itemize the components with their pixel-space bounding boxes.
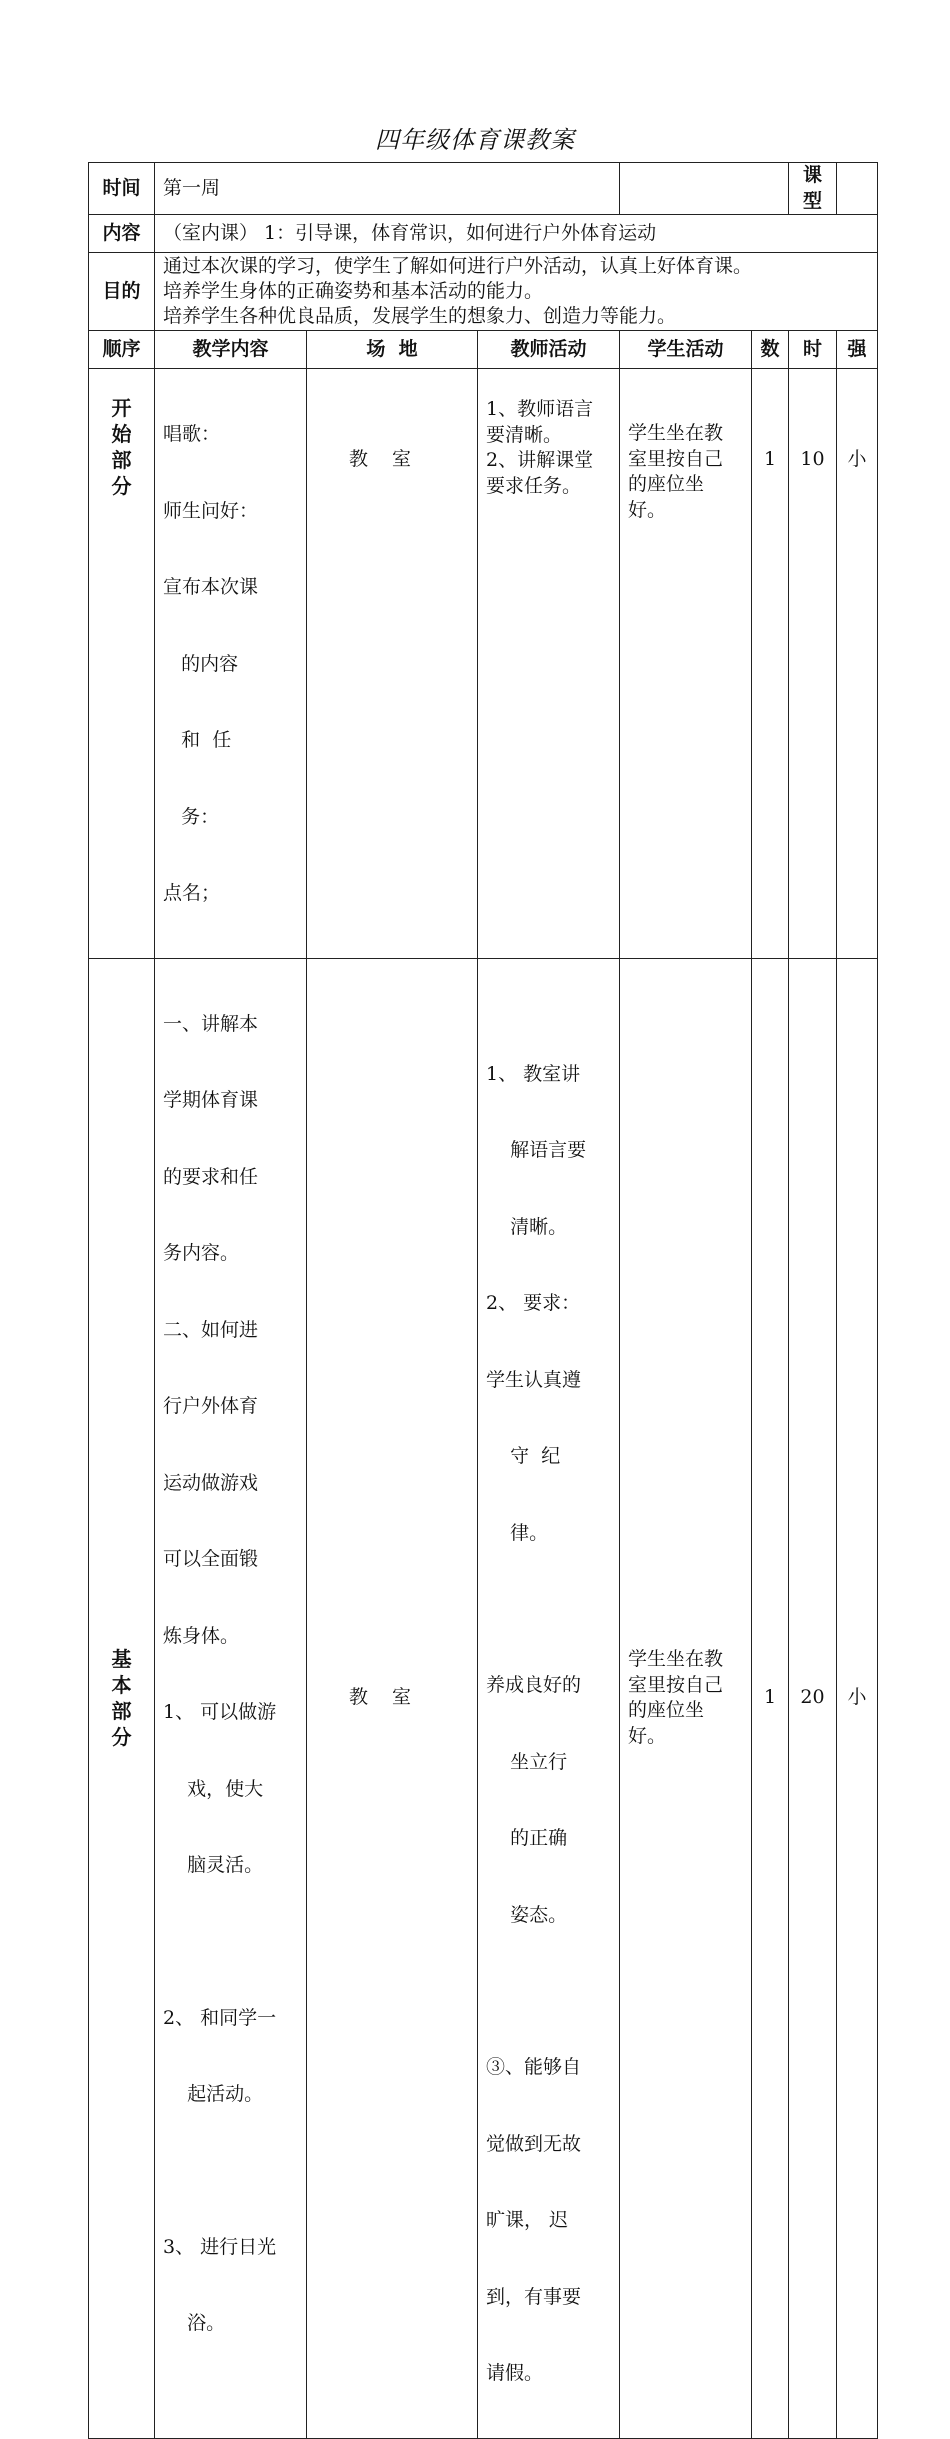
time-spacer: [620, 163, 789, 215]
opening-count: 1: [752, 369, 789, 959]
col-count: 数: [752, 331, 789, 369]
type-label: 课型: [789, 163, 837, 215]
col-time: 时: [789, 331, 837, 369]
time-value: 第一周: [155, 163, 620, 215]
content-label: 内容: [89, 215, 155, 253]
column-header-row: [89, 331, 878, 369]
type-value: [837, 163, 878, 215]
col-teaching-content: 教学内容: [155, 331, 307, 369]
goal-line: 通过本次课的学习，使学生了解如何进行户外活动，认真上好体育课。: [163, 255, 753, 277]
opening-content: 唱歌： 师生问好： 宣布本次课 的内容 和 任 务： 点名；: [155, 369, 307, 959]
goal-line: 培养学生各种优良品质，发展学生的想象力、创造力等能力。: [163, 305, 677, 327]
goal-text: [155, 253, 878, 331]
opening-teacher-activity: 1、教师语言 要清晰。 2、讲解课堂 要求任务。: [478, 369, 620, 959]
goal-line: 培养学生身体的正确姿势和基本活动的能力。: [163, 280, 544, 302]
opening-intensity: 小: [837, 369, 878, 959]
opening-venue: 教室: [307, 369, 478, 959]
opening-time: 10: [789, 369, 837, 959]
goal-row: [89, 253, 878, 331]
col-student-activity: 学生活动: [620, 331, 752, 369]
col-teacher-activity: 教师活动: [478, 331, 620, 369]
content-value: （室内课） 1：引导课，体育常识，如何进行户外体育运动: [155, 215, 878, 253]
content-row: [89, 215, 878, 253]
opening-student-activity: 学生坐在教 室里按自己 的座位坐 好。: [620, 369, 752, 959]
col-order: 顺序: [89, 331, 155, 369]
page-title: 四年级体育课教案: [375, 126, 575, 154]
main-count: 1: [752, 958, 789, 2438]
section-label-main: 基 本 部 分: [89, 958, 155, 2438]
col-venue: 场 地: [307, 331, 478, 369]
time-label: 时间: [89, 163, 155, 215]
goal-label: 目的: [89, 253, 155, 331]
main-venue: 教室: [307, 958, 478, 2438]
main-section-row: [89, 958, 878, 2438]
main-content: 一、讲解本 学期体育课 的要求和任 务内容。 二、如何进 行户外体育 运动做游戏 可以全面锻 炼身体。 1、 可以做游 戏，使大 脑灵活。 2、 和同学一 起活动。 3、 进行日光 浴。: [155, 958, 307, 2438]
main-time: 20: [789, 958, 837, 2438]
section-label-opening: 开 始 部 分: [89, 369, 155, 959]
main-teacher-activity: 1、 教室讲 解语言要 清晰。 2、 要求： 学生认真遵 守 纪 律。 养成良好的 坐立行 的正确 姿态。 ③、能够自 觉做到无故 旷课， 迟 到，有事要 请假。: [478, 958, 620, 2438]
lesson-plan-table: [88, 162, 878, 2439]
opening-section-row: [89, 369, 878, 959]
main-student-activity: 学生坐在教 室里按自己 的座位坐 好。: [620, 958, 752, 2438]
main-intensity: 小: [837, 958, 878, 2438]
time-row: [89, 163, 878, 215]
col-intensity: 强: [837, 331, 878, 369]
